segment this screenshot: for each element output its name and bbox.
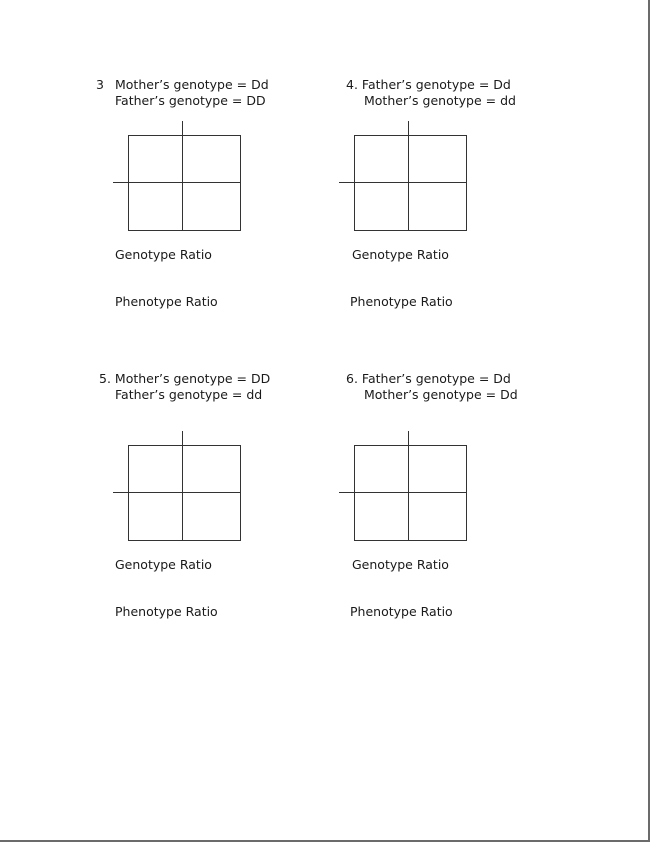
problem-line-1: Mother’s genotype = Dd (115, 77, 269, 92)
problem-line-1: Father’s genotype = Dd (361, 77, 511, 92)
problem-line-2: Mother’s genotype = dd (364, 92, 516, 108)
problem-number: 3 (96, 77, 104, 92)
genotype-ratio-label: Genotype Ratio (115, 557, 212, 572)
problem-line-1: Father’s genotype = Dd (361, 371, 511, 386)
punnett-square-3 (113, 121, 243, 233)
problem-line-2: Mother’s genotype = Dd (364, 386, 518, 402)
problem-number: 4. (346, 77, 358, 92)
problem-5-heading (99, 371, 270, 402)
phenotype-ratio-label: Phenotype Ratio (350, 604, 453, 619)
punnett-square-6 (339, 431, 469, 543)
genotype-ratio-label: Genotype Ratio (352, 557, 449, 572)
problem-4-heading (346, 77, 516, 108)
punnett-square-4 (339, 121, 469, 233)
phenotype-ratio-label: Phenotype Ratio (115, 294, 218, 309)
problem-line-1: Mother’s genotype = DD (114, 371, 271, 386)
genotype-ratio-label: Genotype Ratio (115, 247, 212, 262)
problem-line-2: Father’s genotype = DD (115, 92, 266, 108)
punnett-square-5 (113, 431, 243, 543)
phenotype-ratio-label: Phenotype Ratio (115, 604, 218, 619)
phenotype-ratio-label: Phenotype Ratio (350, 294, 453, 309)
genotype-ratio-label: Genotype Ratio (352, 247, 449, 262)
problem-number: 5. (99, 371, 111, 386)
problem-3-heading (96, 77, 269, 108)
problem-number: 6. (346, 371, 358, 386)
problem-6-heading (346, 371, 518, 402)
problem-line-2: Father’s genotype = dd (115, 386, 263, 402)
